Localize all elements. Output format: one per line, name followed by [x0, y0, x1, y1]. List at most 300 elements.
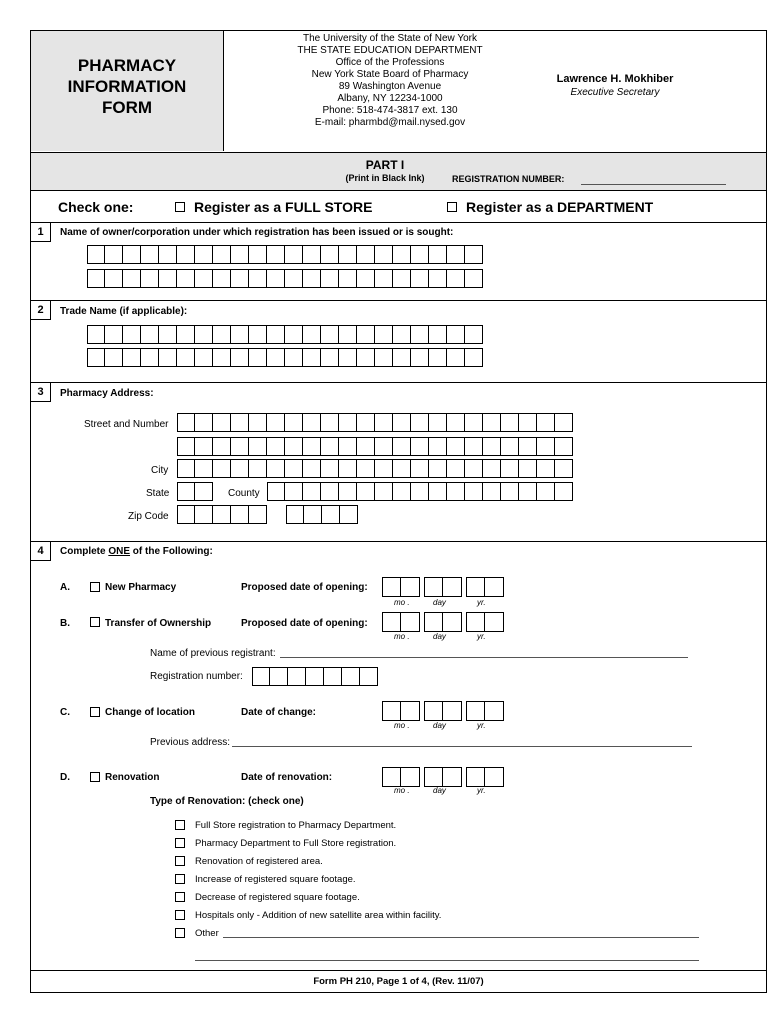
char-box[interactable] — [285, 413, 303, 432]
department-checkbox[interactable] — [447, 202, 457, 212]
char-box[interactable] — [411, 437, 429, 456]
char-box[interactable] — [249, 269, 267, 288]
renovation-type-label: Renovation of registered area. — [195, 856, 323, 867]
char-box[interactable] — [447, 325, 465, 344]
char-box[interactable] — [339, 413, 357, 432]
char-box[interactable] — [339, 269, 357, 288]
section-number: 3 — [31, 383, 51, 402]
char-box[interactable] — [537, 437, 555, 456]
char-box[interactable] — [321, 245, 339, 264]
section-divider — [31, 222, 766, 223]
char-box[interactable] — [303, 348, 321, 367]
date-part-label: mo . — [394, 632, 410, 641]
char-box[interactable] — [339, 348, 357, 367]
char-box[interactable] — [321, 459, 339, 478]
department-option-label: Register as a DEPARTMENT — [466, 199, 654, 215]
date-digit-box[interactable] — [485, 577, 504, 597]
char-box[interactable] — [141, 269, 159, 288]
year-boxes[interactable] — [466, 612, 504, 632]
char-box[interactable] — [411, 459, 429, 478]
char-box[interactable] — [501, 413, 519, 432]
char-box[interactable] — [411, 269, 429, 288]
date-part-label: mo . — [394, 786, 410, 795]
char-box[interactable] — [555, 437, 573, 456]
char-box[interactable] — [303, 269, 321, 288]
char-box[interactable] — [465, 269, 483, 288]
char-box[interactable] — [375, 459, 393, 478]
renovation-other-field-line-2[interactable] — [195, 960, 699, 961]
date-digit-box[interactable] — [424, 701, 443, 721]
char-box[interactable] — [429, 459, 447, 478]
char-box[interactable] — [483, 482, 501, 501]
char-box[interactable] — [429, 348, 447, 367]
char-box[interactable] — [177, 459, 195, 478]
renovation-type-checkbox[interactable] — [175, 856, 185, 866]
char-box[interactable] — [429, 482, 447, 501]
char-box[interactable] — [375, 413, 393, 432]
char-box[interactable] — [177, 413, 195, 432]
char-box[interactable] — [177, 505, 195, 524]
char-box[interactable] — [195, 505, 213, 524]
char-box[interactable] — [321, 437, 339, 456]
renovation-type-checkbox[interactable] — [175, 838, 185, 848]
char-box[interactable] — [429, 413, 447, 432]
char-box[interactable] — [357, 437, 375, 456]
char-box[interactable] — [285, 459, 303, 478]
date-digit-box[interactable] — [443, 577, 462, 597]
char-box[interactable] — [123, 348, 141, 367]
previous-registrant-label: Name of previous registrant: — [150, 648, 276, 659]
char-box[interactable] — [303, 482, 321, 501]
agency-line: 89 Washington Avenue — [338, 81, 442, 92]
option-a-letter: A. — [60, 582, 70, 593]
part-title: PART I — [365, 158, 405, 172]
char-box[interactable] — [393, 269, 411, 288]
char-box[interactable] — [411, 325, 429, 344]
renovation-other-checkbox[interactable] — [175, 928, 185, 938]
char-box[interactable] — [321, 348, 339, 367]
char-box[interactable] — [411, 348, 429, 367]
char-box[interactable] — [249, 413, 267, 432]
new-pharmacy-checkbox[interactable] — [90, 582, 100, 592]
char-box[interactable] — [213, 269, 231, 288]
char-box[interactable] — [324, 667, 342, 686]
char-box[interactable] — [123, 245, 141, 264]
char-box[interactable] — [519, 437, 537, 456]
char-box[interactable] — [288, 667, 306, 686]
trade-name-row-1[interactable] — [87, 325, 483, 344]
char-box[interactable] — [321, 269, 339, 288]
char-box[interactable] — [213, 505, 231, 524]
char-box[interactable] — [267, 348, 285, 367]
date-part-label: day — [433, 786, 446, 795]
char-box[interactable] — [303, 459, 321, 478]
char-box[interactable] — [339, 459, 357, 478]
street-row-2[interactable] — [177, 437, 573, 456]
char-box[interactable] — [195, 459, 213, 478]
zip-row[interactable] — [177, 505, 267, 524]
owner-name-row-1[interactable] — [87, 245, 483, 264]
char-box[interactable] — [285, 482, 303, 501]
char-box[interactable] — [285, 348, 303, 367]
char-box[interactable] — [339, 437, 357, 456]
char-box[interactable] — [195, 348, 213, 367]
date-digit-box[interactable] — [401, 577, 420, 597]
date-digit-box[interactable] — [485, 612, 504, 632]
char-box[interactable] — [339, 325, 357, 344]
char-box[interactable] — [177, 245, 195, 264]
renovation-type-label: Decrease of registered square footage. — [195, 892, 360, 903]
char-box[interactable] — [249, 505, 267, 524]
char-box[interactable] — [231, 348, 249, 367]
char-box[interactable] — [87, 245, 105, 264]
year-boxes[interactable] — [466, 701, 504, 721]
month-boxes[interactable] — [382, 577, 420, 597]
date-digit-box[interactable] — [382, 701, 401, 721]
renovation-type-label: Increase of registered square footage. — [195, 874, 356, 885]
date-digit-box[interactable] — [382, 577, 401, 597]
char-box[interactable] — [195, 437, 213, 456]
char-box[interactable] — [501, 459, 519, 478]
char-box[interactable] — [465, 348, 483, 367]
owner-name-row-2[interactable] — [87, 269, 483, 288]
full-store-checkbox[interactable] — [175, 202, 185, 212]
char-box[interactable] — [357, 325, 375, 344]
agency-address — [290, 33, 490, 129]
char-box[interactable] — [177, 269, 195, 288]
zip-plus4-row[interactable] — [286, 505, 358, 524]
char-box[interactable] — [304, 505, 322, 524]
char-box[interactable] — [375, 245, 393, 264]
char-box[interactable] — [322, 505, 340, 524]
date-digit-box[interactable] — [485, 701, 504, 721]
trade-name-row-2[interactable] — [87, 348, 483, 367]
transfer-ownership-checkbox[interactable] — [90, 617, 100, 627]
date-digit-box[interactable] — [424, 577, 443, 597]
agency-line: New York State Board of Pharmacy — [311, 69, 469, 80]
char-box[interactable] — [231, 269, 249, 288]
char-box[interactable] — [375, 269, 393, 288]
char-box[interactable] — [411, 413, 429, 432]
char-box[interactable] — [321, 413, 339, 432]
char-box[interactable] — [393, 413, 411, 432]
char-box[interactable] — [87, 269, 105, 288]
char-box[interactable] — [105, 348, 123, 367]
section-number: 2 — [31, 301, 51, 320]
char-box[interactable] — [249, 437, 267, 456]
char-box[interactable] — [411, 245, 429, 264]
option-d-letter: D. — [60, 772, 70, 783]
char-box[interactable] — [267, 413, 285, 432]
opening-date-field-b[interactable] — [382, 612, 508, 632]
char-box[interactable] — [357, 348, 375, 367]
char-box[interactable] — [177, 348, 195, 367]
char-box[interactable] — [342, 667, 360, 686]
char-box[interactable] — [375, 482, 393, 501]
char-box[interactable] — [177, 325, 195, 344]
agency-line: Phone: 518-474-3817 ext. 130 — [322, 105, 458, 116]
char-box[interactable] — [285, 437, 303, 456]
date-digit-box[interactable] — [401, 701, 420, 721]
char-box[interactable] — [447, 245, 465, 264]
char-box[interactable] — [159, 348, 177, 367]
county-label: County — [228, 488, 260, 499]
char-box[interactable] — [537, 482, 555, 501]
char-box[interactable] — [501, 437, 519, 456]
char-box[interactable] — [231, 325, 249, 344]
form-title-box — [31, 31, 224, 151]
char-box[interactable] — [483, 459, 501, 478]
date-digit-box[interactable] — [443, 701, 462, 721]
char-box[interactable] — [537, 459, 555, 478]
char-box[interactable] — [159, 269, 177, 288]
renovation-type-checkbox[interactable] — [175, 874, 185, 884]
char-box[interactable] — [393, 325, 411, 344]
char-box[interactable] — [267, 459, 285, 478]
char-box[interactable] — [270, 667, 288, 686]
renovation-type-label: Full Store registration to Pharmacy Department. — [195, 820, 397, 831]
previous-address-field[interactable] — [232, 746, 692, 747]
street-row-1[interactable] — [177, 413, 573, 432]
char-box[interactable] — [159, 325, 177, 344]
char-box[interactable] — [465, 245, 483, 264]
previous-registration-number-row[interactable] — [252, 667, 378, 686]
char-box[interactable] — [447, 482, 465, 501]
renovation-type-checkbox[interactable] — [175, 910, 185, 920]
date-part-label: day — [433, 598, 446, 607]
char-box[interactable] — [393, 245, 411, 264]
char-box[interactable] — [195, 269, 213, 288]
date-digit-box[interactable] — [443, 612, 462, 632]
date-part-label: mo . — [394, 598, 410, 607]
char-box[interactable] — [303, 437, 321, 456]
char-box[interactable] — [303, 245, 321, 264]
day-boxes[interactable] — [424, 612, 462, 632]
char-box[interactable] — [393, 437, 411, 456]
char-box[interactable] — [447, 348, 465, 367]
char-box[interactable] — [231, 437, 249, 456]
renovation-date-label: Date of renovation: — [241, 772, 333, 783]
county-row[interactable] — [267, 482, 573, 501]
char-box[interactable] — [447, 459, 465, 478]
city-row[interactable] — [177, 459, 573, 478]
char-box[interactable] — [105, 245, 123, 264]
char-box[interactable] — [213, 413, 231, 432]
char-box[interactable] — [360, 667, 378, 686]
char-box[interactable] — [447, 269, 465, 288]
char-box[interactable] — [375, 348, 393, 367]
date-part-label: day — [433, 632, 446, 641]
renovation-type-checkbox[interactable] — [175, 892, 185, 902]
agency-line: Albany, NY 12234-1000 — [337, 93, 443, 104]
renovation-type-checkbox[interactable] — [175, 820, 185, 830]
char-box[interactable] — [411, 482, 429, 501]
char-box[interactable] — [267, 325, 285, 344]
date-digit-box[interactable] — [401, 612, 420, 632]
change-location-checkbox[interactable] — [90, 707, 100, 717]
char-box[interactable] — [87, 325, 105, 344]
footer-divider — [31, 970, 766, 971]
date-digit-box[interactable] — [382, 767, 401, 787]
char-box[interactable] — [231, 505, 249, 524]
char-box[interactable] — [483, 437, 501, 456]
char-box[interactable] — [465, 482, 483, 501]
previous-registrant-field[interactable] — [280, 657, 688, 658]
char-box[interactable] — [465, 437, 483, 456]
zip-label: Zip Code — [128, 511, 169, 522]
char-box[interactable] — [519, 413, 537, 432]
char-box[interactable] — [213, 325, 231, 344]
previous-address-label: Previous address: — [150, 737, 231, 748]
char-box[interactable] — [321, 325, 339, 344]
char-box[interactable] — [267, 437, 285, 456]
char-box[interactable] — [213, 459, 231, 478]
char-box[interactable] — [465, 325, 483, 344]
month-boxes[interactable] — [382, 767, 420, 787]
date-part-label: yr. — [477, 721, 486, 730]
char-box[interactable] — [357, 459, 375, 478]
char-box[interactable] — [267, 482, 285, 501]
char-box[interactable] — [357, 269, 375, 288]
char-box[interactable] — [555, 482, 573, 501]
char-box[interactable] — [465, 459, 483, 478]
char-box[interactable] — [123, 325, 141, 344]
date-digit-box[interactable] — [466, 612, 485, 632]
renovation-type-label: Hospitals only - Addition of new satellite area within facility. — [195, 910, 442, 921]
date-digit-box[interactable] — [401, 767, 420, 787]
char-box[interactable] — [555, 413, 573, 432]
change-date-field[interactable] — [382, 701, 508, 721]
char-box[interactable] — [429, 269, 447, 288]
char-box[interactable] — [339, 245, 357, 264]
section4-label: Complete ONE of the Following: — [60, 546, 213, 557]
part-subtitle: (Print in Black Ink) — [345, 173, 425, 183]
secretary-name: Lawrence H. Mokhiber — [556, 73, 674, 85]
char-box[interactable] — [447, 437, 465, 456]
date-digit-box[interactable] — [466, 701, 485, 721]
char-box[interactable] — [105, 269, 123, 288]
char-box[interactable] — [213, 245, 231, 264]
char-box[interactable] — [141, 245, 159, 264]
char-box[interactable] — [285, 325, 303, 344]
date-digit-box[interactable] — [424, 612, 443, 632]
day-boxes[interactable] — [424, 577, 462, 597]
option-c-letter: C. — [60, 707, 70, 718]
char-box[interactable] — [267, 269, 285, 288]
date-digit-box[interactable] — [382, 612, 401, 632]
char-box[interactable] — [159, 245, 177, 264]
char-box[interactable] — [231, 459, 249, 478]
char-box[interactable] — [306, 667, 324, 686]
char-box[interactable] — [286, 505, 304, 524]
change-date-label: Date of change: — [241, 707, 317, 718]
char-box[interactable] — [357, 413, 375, 432]
agency-line: The University of the State of New York — [303, 33, 477, 44]
char-box[interactable] — [213, 348, 231, 367]
char-box[interactable] — [429, 325, 447, 344]
char-box[interactable] — [465, 413, 483, 432]
char-box[interactable] — [231, 245, 249, 264]
day-boxes[interactable] — [424, 767, 462, 787]
state-row[interactable] — [177, 482, 213, 501]
char-box[interactable] — [177, 437, 195, 456]
char-box[interactable] — [519, 459, 537, 478]
char-box[interactable] — [123, 269, 141, 288]
char-box[interactable] — [340, 505, 358, 524]
char-box[interactable] — [393, 459, 411, 478]
opening-date-label: Proposed date of opening: — [241, 618, 368, 629]
char-box[interactable] — [339, 482, 357, 501]
char-box[interactable] — [447, 413, 465, 432]
char-box[interactable] — [177, 482, 195, 501]
renovation-date-field[interactable] — [382, 767, 508, 787]
char-box[interactable] — [141, 348, 159, 367]
year-boxes[interactable] — [466, 767, 504, 787]
date-digit-box[interactable] — [485, 767, 504, 787]
char-box[interactable] — [357, 245, 375, 264]
char-box[interactable] — [195, 325, 213, 344]
char-box[interactable] — [249, 459, 267, 478]
month-boxes[interactable] — [382, 612, 420, 632]
month-boxes[interactable] — [382, 701, 420, 721]
char-box[interactable] — [105, 325, 123, 344]
char-box[interactable] — [375, 325, 393, 344]
char-box[interactable] — [483, 413, 501, 432]
char-box[interactable] — [321, 482, 339, 501]
renovation-checkbox[interactable] — [90, 772, 100, 782]
date-digit-box[interactable] — [443, 767, 462, 787]
char-box[interactable] — [87, 348, 105, 367]
char-box[interactable] — [375, 437, 393, 456]
char-box[interactable] — [537, 413, 555, 432]
char-box[interactable] — [357, 482, 375, 501]
char-box[interactable] — [231, 413, 249, 432]
date-digit-box[interactable] — [466, 577, 485, 597]
renovation-other-field[interactable] — [223, 937, 699, 938]
char-box[interactable] — [519, 482, 537, 501]
year-boxes[interactable] — [466, 577, 504, 597]
char-box[interactable] — [393, 482, 411, 501]
char-box[interactable] — [303, 413, 321, 432]
char-box[interactable] — [249, 348, 267, 367]
char-box[interactable] — [285, 269, 303, 288]
char-box[interactable] — [303, 325, 321, 344]
char-box[interactable] — [249, 245, 267, 264]
opening-date-field-a[interactable] — [382, 577, 508, 597]
char-box[interactable] — [195, 245, 213, 264]
day-boxes[interactable] — [424, 701, 462, 721]
char-box[interactable] — [429, 245, 447, 264]
char-box[interactable] — [501, 482, 519, 501]
transfer-ownership-label: Transfer of Ownership — [105, 618, 212, 629]
char-box[interactable] — [141, 325, 159, 344]
char-box[interactable] — [285, 245, 303, 264]
char-box[interactable] — [393, 348, 411, 367]
renovation-type-label: Type of Renovation: (check one) — [150, 796, 304, 807]
date-digit-box[interactable] — [424, 767, 443, 787]
char-box[interactable] — [267, 245, 285, 264]
date-part-label: yr. — [477, 632, 486, 641]
char-box[interactable] — [195, 413, 213, 432]
char-box[interactable] — [249, 325, 267, 344]
char-box[interactable] — [195, 482, 213, 501]
char-box[interactable] — [252, 667, 270, 686]
char-box[interactable] — [555, 459, 573, 478]
char-box[interactable] — [429, 437, 447, 456]
char-box[interactable] — [213, 437, 231, 456]
registration-number-field[interactable] — [581, 184, 726, 185]
date-digit-box[interactable] — [466, 767, 485, 787]
